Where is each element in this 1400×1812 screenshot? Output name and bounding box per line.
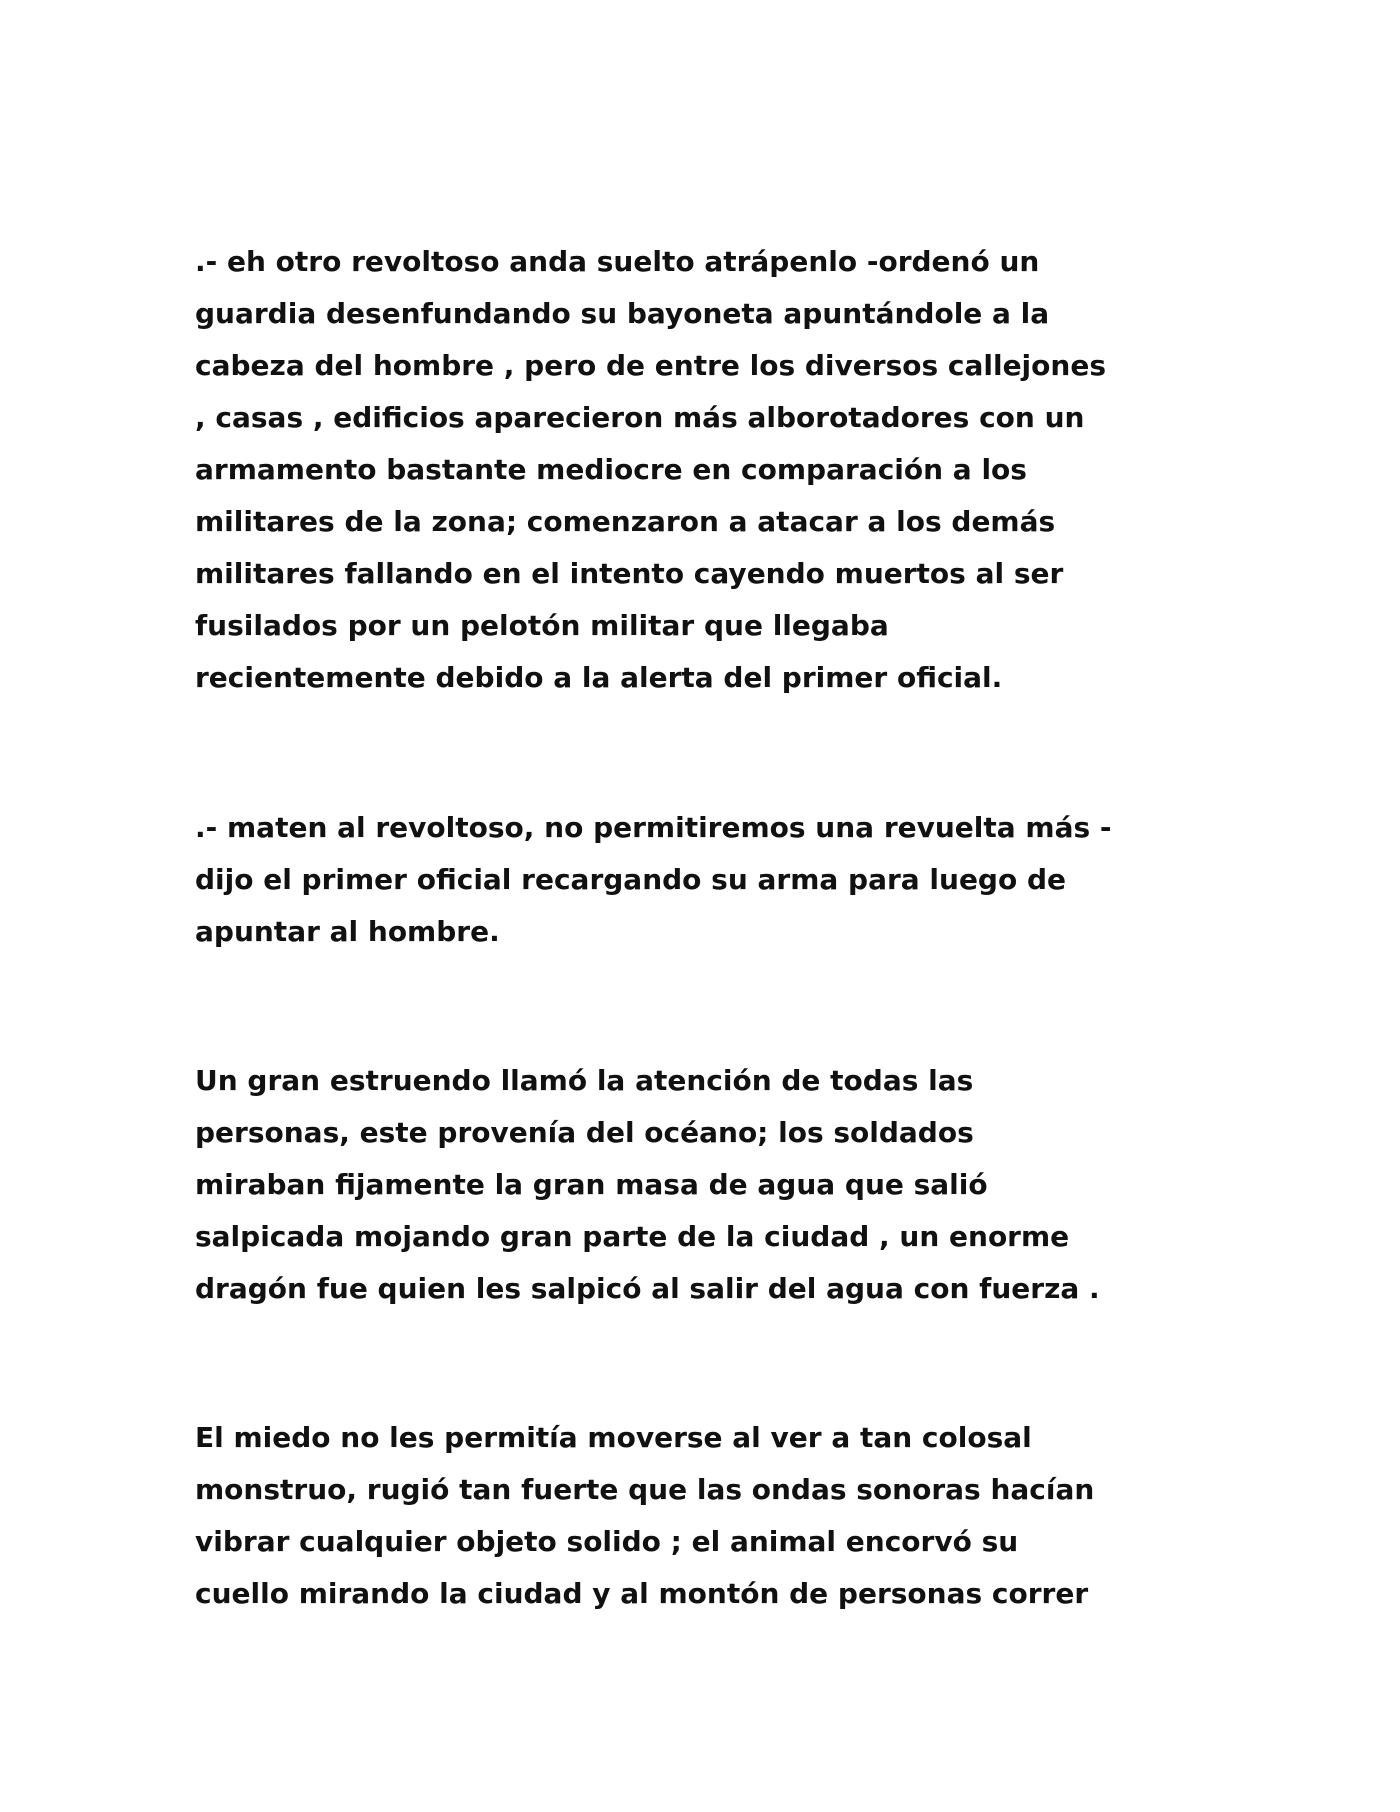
text-line: militares de la zona; comenzaron a atacar a los demás (195, 505, 1056, 538)
text-line: fusilados por un pelotón militar que llegaba (195, 609, 889, 642)
text-line: guardia desenfundando su bayoneta apuntándole a la (195, 297, 1050, 330)
paragraph-2 (195, 802, 1112, 958)
text-line: armamento bastante mediocre en comparación a los (195, 453, 1027, 486)
text-line: , casas , edificios aparecieron más alborotadores con un (195, 401, 1085, 434)
text-line: .- eh otro revoltoso anda suelto atrápenlo -ordenó un (195, 245, 1040, 278)
paragraph-4 (195, 1412, 1094, 1620)
text-line: militares fallando en el intento cayendo muertos al ser (195, 557, 1064, 590)
text-line: miraban fijamente la gran masa de agua que salió (195, 1168, 988, 1201)
paragraph-3 (195, 1055, 1100, 1315)
text-line: salpicada mojando gran parte de la ciudad , un enorme (195, 1220, 1070, 1253)
text-line: monstruo, rugió tan fuerte que las ondas sonoras hacían (195, 1473, 1095, 1506)
text-line: vibrar cualquier objeto solido ; el animal encorvó su (195, 1525, 1019, 1558)
text-line: Un gran estruendo llamó la atención de todas las (195, 1064, 974, 1097)
paragraph-1 (195, 236, 1106, 704)
text-line: .- maten al revoltoso, no permitiremos una revuelta más - (195, 811, 1112, 844)
text-line: recientemente debido a la alerta del primer oficial. (195, 661, 1003, 694)
text-line: El miedo no les permitía moverse al ver a tan colosal (195, 1421, 1032, 1454)
text-line: cabeza del hombre , pero de entre los diversos callejones (195, 349, 1106, 382)
text-line: apuntar al hombre. (195, 915, 500, 948)
text-line: dragón fue quien les salpicó al salir del agua con fuerza . (195, 1272, 1100, 1305)
text-line: dijo el primer oficial recargando su arma para luego de (195, 863, 1066, 896)
text-line: personas, este provenía del océano; los soldados (195, 1116, 974, 1149)
text-line: cuello mirando la ciudad y al montón de personas correr (195, 1577, 1089, 1610)
